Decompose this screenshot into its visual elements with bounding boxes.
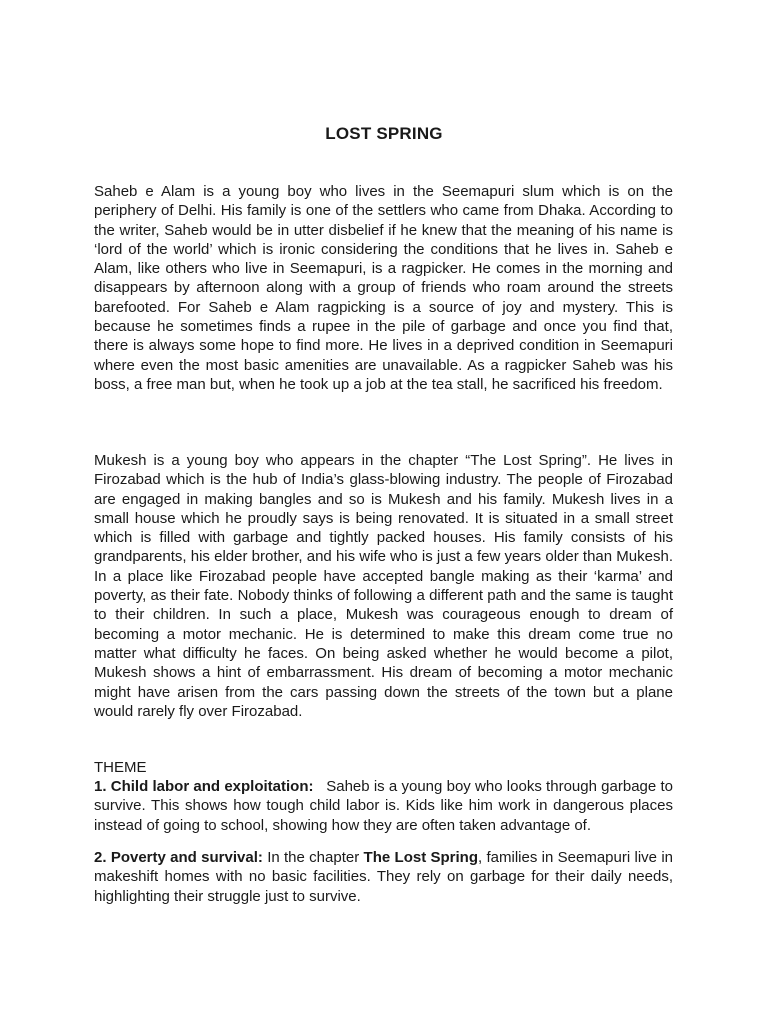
theme-item-emphasis: The Lost Spring xyxy=(363,849,479,866)
theme-item-heading: 1. Child labor and exploitation: xyxy=(94,778,314,795)
theme-item-child-labor xyxy=(94,777,673,835)
theme-item-poverty xyxy=(94,848,673,906)
theme-item-text-after: , families in Seemapuri live in makeshift homes with no basic facilities. They rely on garbage for their daily needs, highlighting their struggle just to survive. xyxy=(94,849,674,905)
paragraph-mukesh: Mukesh is a young boy who appears in the chapter “The Lost Spring”. He lives in Firozabad which is the hub of India’s glass-blowing industry. The people of Firozabad are engaged in making bangles and so is Mukesh and his family. Mukesh lives in a small house which he proudly says is being renovated. It is situated in a small street which is filled with garbage and tightly packed houses. His family consists of his grandparents, his elder brother, and his wife who is just a few years older than Mukesh. In a place like Firozabad people have accepted bangle making as their ‘karma’ and poverty, as their fate. Nobody thinks of following a different path and the same is taught to their children. In such a place, Mukesh was courageous enough to dream of becoming a motor mechanic. He is determined to make this dream come true no matter what difficulty he faces. On being asked whether he would become a pilot, Mukesh shows a hint of embarrassment. His dream of becoming a motor mechanic might have arisen from the cars passing down the streets of the town but a plane would rarely fly over Firozabad. xyxy=(94,452,673,720)
theme-heading: THEME xyxy=(94,759,147,776)
theme-item-text: Saheb is a young boy who looks through garbage to survive. This shows how tough child labor is. Kids like him work in dangerous places instead of going to school, showing how they are often taken advantage of. xyxy=(94,778,673,834)
paragraph-saheb: Saheb e Alam is a young boy who lives in the Seemapuri slum which is on the periphery of Delhi. His family is one of the settlers who came from Dhaka. According to the writer, Saheb would be in utter disbelief if he knew that the meaning of his name is ‘lord of the world’ which is ironic considering the conditions that he lives in. Saheb e Alam, like others who live in Seemapuri, is a ragpicker. He comes in the morning and disappears by afternoon along with a group of friends who roam around the streets barefooted. For Saheb e Alam ragpicking is a source of joy and mystery. This is because he sometimes finds a rupee in the pile of garbage and once you find that, there is always some hope to find more. He lives in a deprived condition in Seemapuri where even the most basic amenities are unavailable. As a ragpicker Saheb was his boss, a free man but, when he took up a job at the tea stall, he sacrificed his freedom. xyxy=(94,183,673,393)
document-title: LOST SPRING xyxy=(325,124,443,143)
theme-item-heading: 2. Poverty and survival: xyxy=(94,849,263,866)
theme-item-text-before: In the chapter xyxy=(267,849,360,866)
